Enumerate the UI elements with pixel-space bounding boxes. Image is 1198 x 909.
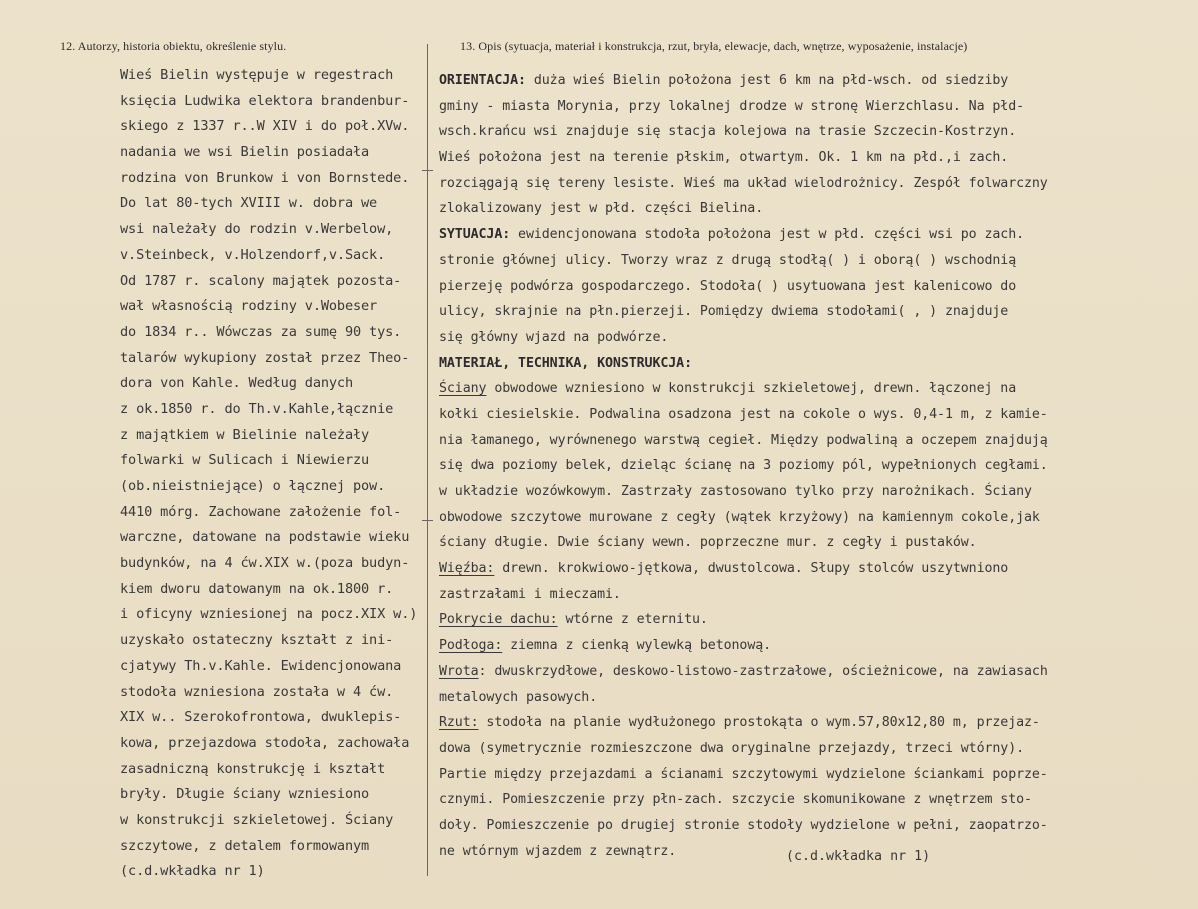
wrota-label: Wrota [439,663,479,679]
text-line: warczne, datowane na podstawie wieku [120,529,410,546]
text-line: z majątkiem w Bielinie należały [120,426,370,443]
text-line: cjatywy Th.v.Kahle. Ewidencjonowana [120,657,402,674]
text-line: Pokrycie dachu: wtórne z eternitu. [439,612,708,628]
history-column [120,63,425,885]
text-line: zlokalizowany jest w płd. części Bielina. [439,201,764,217]
text-line: wsch.krańcu wsi znajduje się stacja kolejowa na trasie Szczecin-Kostrzyn. [439,124,1017,140]
text-line: obwodowe szczytowe murowane z cegły (wątek krzyżowy) na kamiennym cokole,jak [439,509,1040,525]
text-line: Wieś Bielin występuje w regestrach [120,67,394,83]
text-line: stodoła wzniesiona została w 4 ćw. [120,683,394,700]
text-line: XIX w.. Szerokofrontowa, dwuklepis- [120,709,402,726]
text-line: talarów wykupiony został przez Theo- [120,349,410,366]
sciany-label: Ściany [439,381,487,397]
text-line: kołki ciesielskie. Podwalina osadzona jest na cokole o wys. 0,4-1 m, z kamie- [439,406,1048,422]
text-line: zasadniczną konstrukcję i kształt [120,760,386,777]
text-line: do 1834 r.. Wówczas za sumę 90 tys. [120,323,402,340]
text-line: (c.d.wkładka nr 1) [120,863,265,880]
text-line: metalowych pasowych. [439,689,598,705]
text-line: Od 1787 r. scalony majątek pozosta- [120,272,402,289]
text-line: nadania we wsi Bielin posiadała [120,144,370,161]
text-line: ne wtórnym wjazdem z zewnątrz. [439,843,677,859]
text-line: ulicy, skrajnie na płn.pierzeji. Pomiędzy dwiema stodołami( , ) znajduje [439,304,1009,320]
section-13-header: 13. Opis (sytuacja, materiał i konstrukcja, rzut, bryła, elewacje, dach, wnętrze, wyposażenie, instalacje) [460,39,968,53]
text-line: ORIENTACJA: duża wieś Bielin położona jest 6 km na płd-wsch. od siedziby [439,73,1009,88]
material-heading: MATERIAŁ, TECHNIKA, KONSTRUKCJA: [439,355,692,371]
text-line: w konstrukcji szkieletowej. Ściany [120,811,394,828]
sytuacja-label: SYTUACJA: [439,227,511,243]
text-line: ściany długie. Dwie ściany wewn. poprzeczne mur. z cegły i pustaków. [439,535,977,551]
text-line: z ok.1850 r. do Th.v.Kahle,łącznie [120,400,394,417]
text-line: Ściany obwodowe wzniesiono w konstrukcji szkieletowej, drewn. łączonej na [439,381,1017,397]
text-line: zastrzałami i mieczami. [439,586,621,602]
text-line: w układzie wozówkowym. Zastrzały zastosowano tylko przy narożnikach. Ściany [439,484,1032,499]
text-line: szczytowe, z detalem formowanym [120,837,370,854]
text-line: nia łamanego, wyrównenego warstwą cegieł. Między podwaliną a oczepem znajdują [439,432,1048,448]
column-divider [427,44,428,876]
text-line: wsi należały do rodzin v.Werbelow, [120,221,394,238]
text-line: folwarki w Sulicach i Niewierzu [120,452,370,469]
text-line: kiem dworu datowanym na ok.1800 r. [120,580,394,597]
text-line: wał własnością rodziny v.Wobeser [120,298,378,315]
text-line: rozciągają się tereny lesiste. Wieś ma układ wielodrożnicy. Zespół folwarczny [439,175,1048,191]
text-line: (ob.nieistniejące) o łącznej pow. [120,478,386,494]
section-12-header: 12. Autorzy, historia obiektu, określenie stylu. [60,39,287,53]
text-line: Więźba: drewn. krokwiowo-jętkowa, dwustolcowa. Słupy stolców uszytwniono [439,561,1009,577]
text-line: dora von Kahle. Według danych [120,375,353,392]
text-line: Wrota: dwuskrzydłowe, deskowo-listowo-zastrzałowe, ościeżnicowe, na zawiasach [439,663,1048,679]
text-line: stronie głównej ulicy. Tworzy wraz z drugą stodłą( ) i oborą( ) wschodnią [439,252,1017,268]
text-line: v.Steinbeck, v.Holzendorf,v.Sack. [120,246,386,263]
text-line: Partie między przejazdami a ścianami szczytowymi wydzielone ściankami poprze- [439,766,1048,782]
text-line: budynków, na 4 ćw.XIX w.(poza budyn- [120,555,410,572]
text-line: Podłoga: ziemna z cienką wylewką betonową. [439,638,772,654]
text-line: gminy - miasta Morynia, przy lokalnej drodze w stronę Wierzchlasu. Na płd- [439,98,1025,114]
text-line: dowa (symetrycznie rozmieszczone dwa oryginalne przejazdy, trzeci wtórny). [439,740,1025,756]
text-line: pierzeję podwórza gospodarczego. Stodoła( ) usytuowana jest kalenicowo do [439,278,1017,294]
text-line: rodzina von Brunkow i von Bornstede. [120,169,410,186]
continuation-note: (c.d.wkładka nr 1) [786,849,931,864]
rzut-label: Rzut: [439,715,479,731]
text-line: się dwa poziomy belek, dzieląc ścianę na 3 poziomy pól, wypełnionych cegłami. [439,458,1048,474]
description-column [439,68,1179,864]
text-line: Rzut: stodoła na planie wydłużonego prostokąta o wym.57,80x12,80 m, przejaz- [439,715,1040,731]
text-line: SYTUACJA: ewidencjonowana stodoła położona jest w płd. części wsi po zach. [439,227,1025,243]
text-line: i oficyny wzniesionej na pocz.XIX w.) [120,606,418,623]
text-line: skiego z 1337 r..W XIV i do poł.XVw. [120,118,410,135]
text-line: 4410 mórg. Zachowane założenie fol- [120,503,402,520]
podloga-label: Podłoga: [439,638,503,654]
text-line: księcia Ludwika elektora brandenbur- [120,92,410,109]
text-line: uzyskało ostateczny kształt z ini- [120,632,394,649]
text-line: kowa, przejazdowa stodoła, zachowała [120,734,410,751]
orientacja-label: ORIENTACJA: [439,73,526,88]
text-line: się główny wjazd na podwórze. [439,329,669,345]
text-line: Do lat 80-tych XVIII w. dobra we [120,195,378,212]
wiezba-label: Więźba: [439,561,495,577]
text-line: Wieś położona jest na terenie płskim, otwartym. Ok. 1 km na płd.,i zach. [439,150,1009,166]
pokrycie-label: Pokrycie dachu: [439,612,558,628]
text-line: cznymi. Pomieszczenie przy płn-zach. szczycie skomunikowane z wnętrzem sto- [439,792,1032,808]
text-line: doły. Pomieszczenie po drugiej stronie stodoły wydzielone w pełni, zaopatrzo- [439,817,1048,833]
text-line: bryły. Długie ściany wzniesiono [120,786,370,803]
